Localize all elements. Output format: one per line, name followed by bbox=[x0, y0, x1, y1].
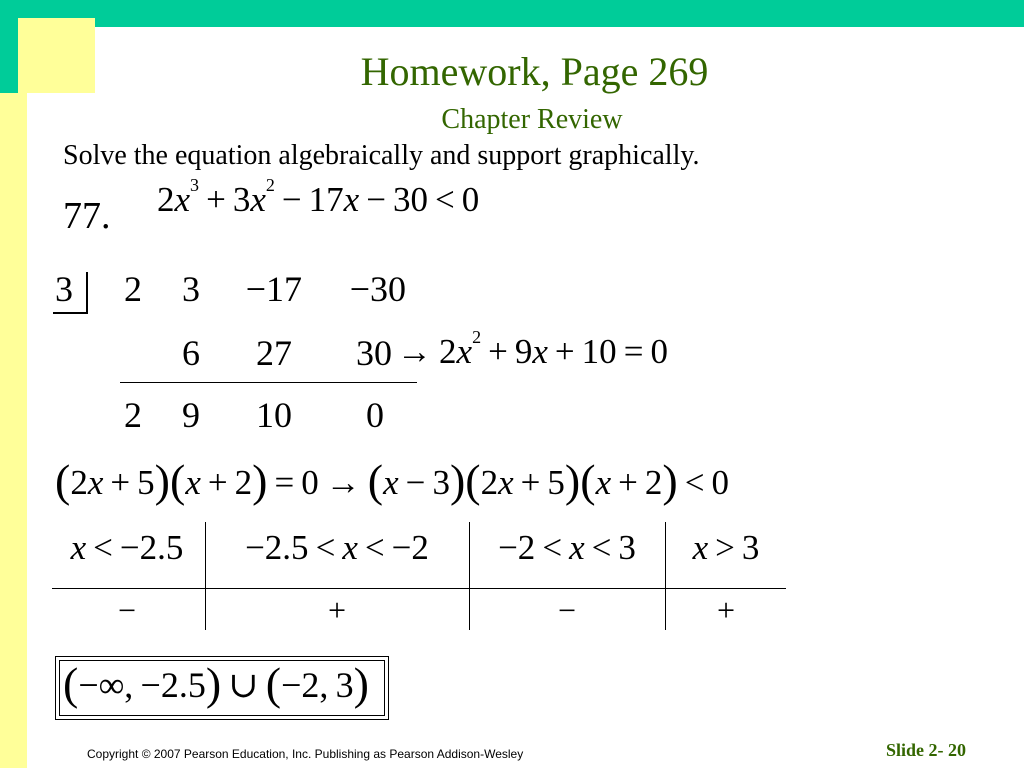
division-result: 0 bbox=[366, 395, 384, 435]
division-product: 6 bbox=[182, 333, 200, 373]
division-coefficient: −17 bbox=[245, 269, 302, 309]
division-result: 10 bbox=[256, 395, 292, 435]
division-divisor: 3 bbox=[55, 269, 73, 309]
answer-interval-text: (−∞, −2.5) ∪ (−2, 3) bbox=[63, 658, 369, 709]
problem-equation-text: $2x^3 + 3x^2 - 17x - 30 < 0$ bbox=[157, 175, 480, 219]
top-accent-bar bbox=[95, 0, 1024, 27]
division-result: 9 bbox=[182, 395, 200, 435]
copyright-notice: Copyright © 2007 Pearson Education, Inc. Publishing as Pearson Addison-Wesley bbox=[87, 747, 524, 761]
division-coefficient: −30 bbox=[349, 269, 406, 309]
interval-text: x < −2.5 bbox=[70, 528, 184, 567]
slide-subtitle: Chapter Review bbox=[441, 104, 623, 135]
sign-chart-interval bbox=[206, 528, 468, 568]
problem-number: 77. bbox=[63, 195, 111, 237]
sign-chart-interval bbox=[470, 528, 664, 568]
division-result: 2 bbox=[124, 395, 142, 435]
quotient-equation-text: → $2x^2 + 9x + 10 = 0$ bbox=[397, 327, 668, 371]
problem-equation bbox=[157, 175, 480, 220]
division-coefficient: 3 bbox=[182, 269, 200, 309]
sign-chart-sign: + bbox=[716, 592, 736, 628]
division-bracket bbox=[53, 272, 88, 314]
division-coefficient: 2 bbox=[124, 269, 142, 309]
problem-instructions: Solve the equation algebraically and support graphically. bbox=[63, 140, 700, 171]
slide-number: Slide 2- 20 bbox=[886, 740, 967, 760]
sign-chart-interval bbox=[52, 528, 202, 568]
interval-text: −2.5 < x < −2 bbox=[245, 528, 429, 567]
interval-text: x > 3 bbox=[692, 528, 760, 567]
sign-chart-sign: − bbox=[557, 592, 577, 628]
sign-chart-interval bbox=[666, 528, 786, 568]
left-accent-bar bbox=[0, 93, 27, 768]
sign-chart-sign: − bbox=[117, 592, 137, 628]
sign-chart-rule bbox=[52, 588, 786, 589]
factored-inequality bbox=[55, 455, 730, 506]
interval-text: −2 < x < 3 bbox=[498, 528, 636, 567]
slide-title: Homework, Page 269 bbox=[360, 49, 709, 94]
division-rule bbox=[120, 382, 417, 383]
factored-inequality-text: (2x + 5)(x + 2) = 0 → (x − 3)(2x + 5)(x + 2) < 0 bbox=[55, 455, 730, 506]
division-product: 27 bbox=[256, 333, 292, 373]
division-product: 30 bbox=[356, 333, 392, 373]
sign-chart-sign: + bbox=[327, 592, 347, 628]
answer-interval bbox=[63, 658, 369, 709]
quotient-equation bbox=[397, 327, 668, 372]
